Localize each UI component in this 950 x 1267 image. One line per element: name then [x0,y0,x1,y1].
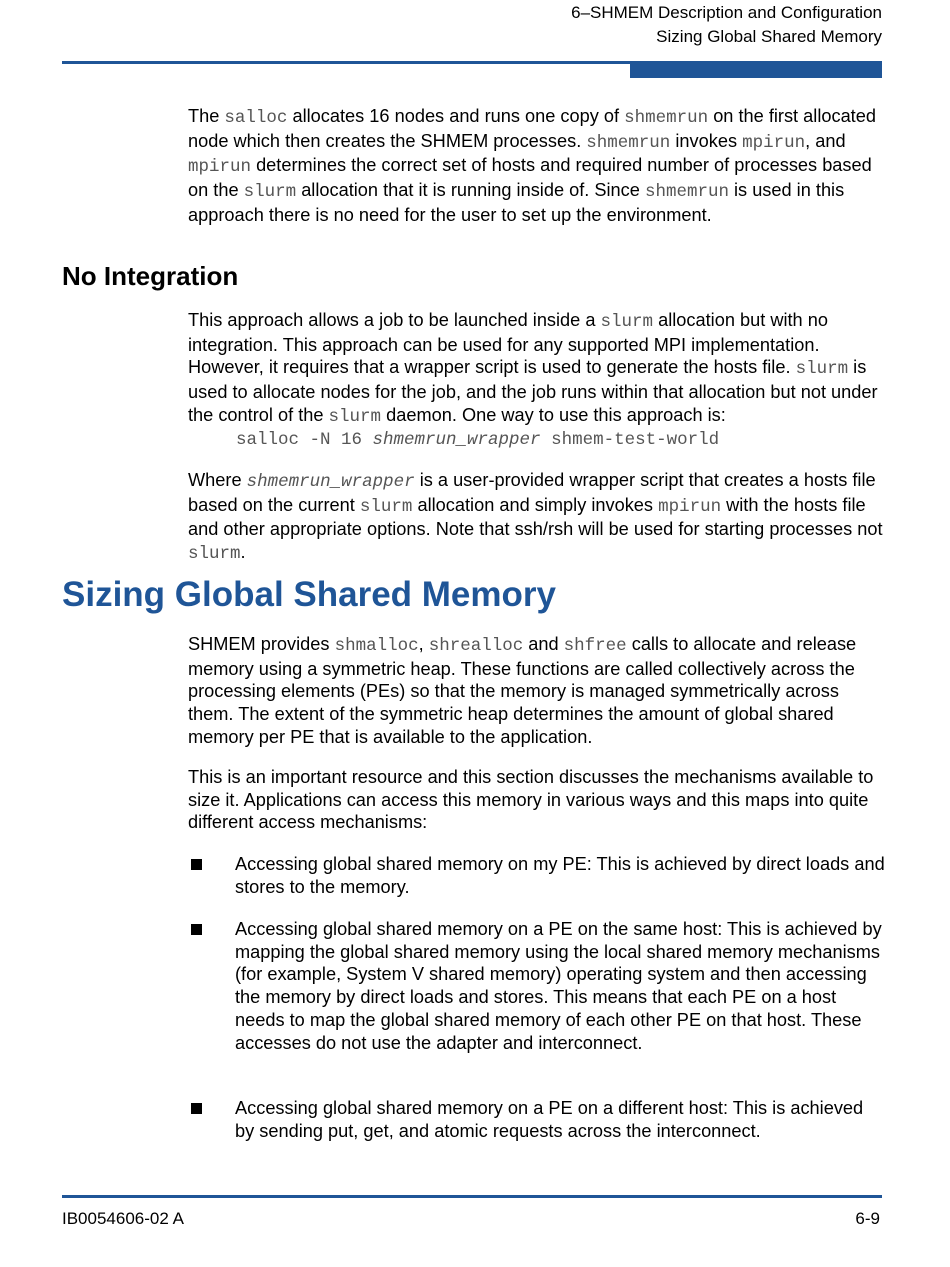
code-mpirun: mpirun [188,157,252,178]
code-example: salloc -N 16 shmemrun_wrapper shmem-test-world [236,430,720,450]
footer-page-number: 6-9 [855,1209,880,1228]
code-slurm: slurm [600,312,654,332]
code-shmemrun: shmemrun [644,182,729,203]
code-slurm: slurm [243,182,297,203]
section-heading-no-integration: No Integration [62,261,239,291]
running-header-chapter: 6–SHMEM Description and Configuration [571,3,882,22]
bullet-item: Accessing global shared memory on a PE on a different host: This is achieved by sending put, get, and atomic requests across the interconnect. [235,1098,864,1141]
code-mpirun: mpirun [742,132,806,153]
code-salloc: salloc [224,108,288,128]
footer-rule [62,1195,882,1198]
running-header-section: Sizing Global Shared Memory [656,27,882,46]
code-mpirun: mpirun [658,496,722,517]
bullet-square-icon [191,859,202,870]
code-slurm: slurm [359,496,413,517]
code-slurm: slurm [795,359,849,380]
footer-document-id: IB0054606-02 A [62,1209,184,1228]
section-heading-sizing: Sizing Global Shared Memory [62,575,556,614]
sizing-paragraph-1: SHMEM provides shmalloc, shrealloc and shfree calls to allocate and release memory using a symmetric heap. These functions are called collectively across the processing elements (PEs) so that the memory is managed symmetrically across them. The extent of the symmetric heap determines the amount of global shared memory per PE that is available to the application. [188,634,857,747]
sizing-paragraph-2: This is an important resource and this section discusses the mechanisms available to size it. Applications can access this memory in various ways and this maps into quite different access mechanisms: [188,767,874,833]
bullet-item: Accessing global shared memory on my PE: This is achieved by direct loads and stores to the memory. [235,854,885,897]
bullet-square-icon [191,924,202,935]
bullet-square-icon [191,1103,202,1114]
wrapper-paragraph: Where shmemrun_wrapper is a user-provided wrapper script that creates a hosts file based on the current slurm allocation and simply invokes mpirun with the hosts file and other appropriate options. Note that ssh/rsh will be used for starting processes not slurm. [188,470,883,565]
no-integration-paragraph: This approach allows a job to be launched inside a slurm allocation but with no integration. This approach can be used for any supported MPI implementation. However, it requires that a wrapper script is used to generate the hosts file. slurm is used to allocate nodes for the job, and the job runs within that allocation but not under the control of the slurm daemon. One way to use this approach is: [188,310,878,427]
bullet-item: Accessing global shared memory on a PE on the same host: This is achieved by mapping the global shared memory using the local shared memory mechanisms (for example, System V shared memory) operating system and then accessing the memory by direct loads and stores. This means that each PE on a host needs to map the global shared memory of each other PE on that host. These accesses do not use the adapter and interconnect. [235,919,882,1053]
code-shmemrun: shmemrun [624,108,709,128]
code-slurm: slurm [328,406,382,427]
intro-paragraph: The salloc allocates 16 nodes and runs one copy of shmemrun on the first allocated node which then creates the SHMEM processes. shmemrun invokes mpirun, and mpirun determines the correct set of hosts and required number of processes based on the slurm allocation that it is running inside of. Since shmemrun is used in this approach there is no need for the user to set up the environment. [188,106,876,225]
code-slurm: slurm [188,544,241,565]
code-shfree: shfree [563,636,627,656]
header-accent-block [630,61,882,78]
code-shrealloc: shrealloc [428,636,524,656]
code-shmemrun-wrapper: shmemrun_wrapper [246,472,415,492]
code-shmemrun: shmemrun [586,132,671,153]
code-shmalloc: shmalloc [334,636,419,656]
